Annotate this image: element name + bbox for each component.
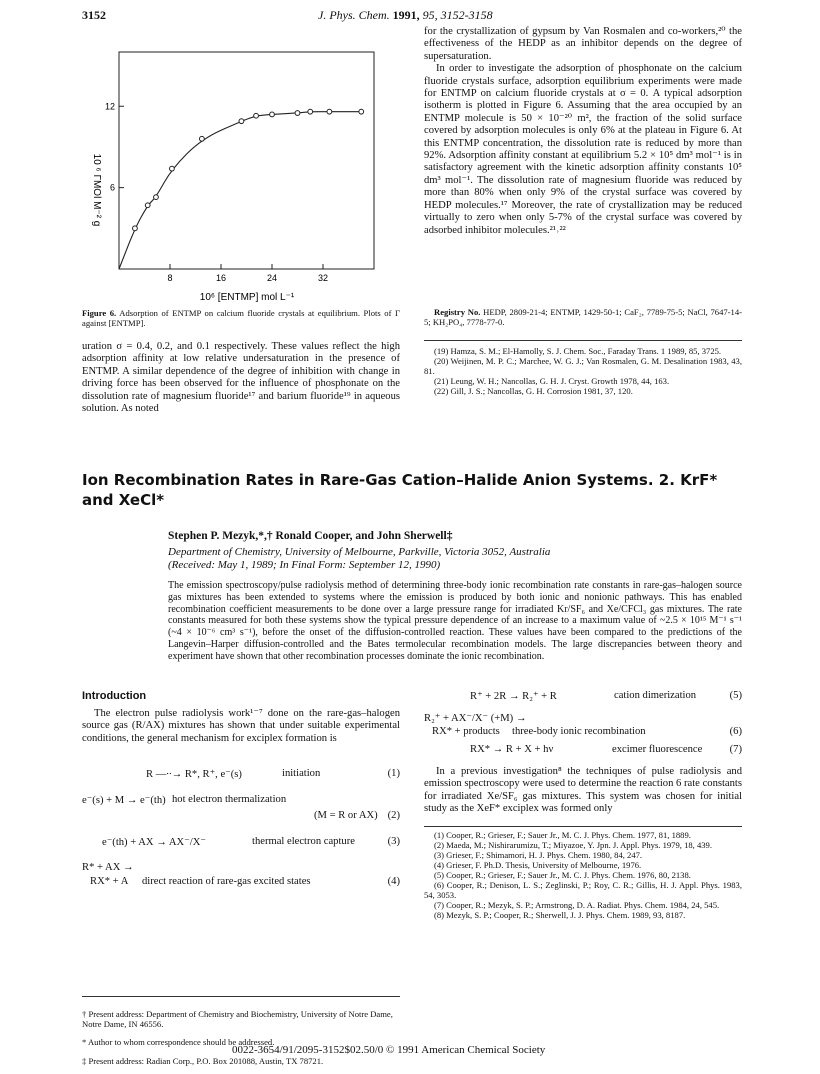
equation-number: (2) [387, 810, 400, 821]
data-point [327, 109, 332, 114]
authors: Stephen P. Mezyk,*,† Ronald Cooper, and John Sherwell‡ [168, 530, 453, 542]
equation-lhs: RX* + products [432, 726, 500, 737]
references-list-top [424, 346, 742, 396]
x-tick-label: 32 [317, 273, 329, 283]
journal-citation: 95, 3152-3158 [422, 8, 493, 22]
data-point [145, 203, 150, 208]
reference-item: (5) Cooper, R.; Grieser, F.; Sauer Jr., M. C. J. Phys. Chem. 1976, 80, 2138. [434, 870, 691, 880]
journal-name: J. Phys. Chem. [318, 8, 390, 22]
equation-description: initiation [282, 768, 321, 779]
equation-lhs: R₂⁺ + AX⁻/X⁻ (+M) → [424, 713, 527, 724]
data-point [133, 226, 138, 231]
data-point [154, 195, 159, 200]
right-column-text [424, 26, 742, 237]
equation-lhs: R* + AX → [82, 862, 134, 873]
equation-row [424, 726, 742, 744]
paragraph: In a previous investigation⁸ the techniques of pulse radiolysis and emission spectroscopy were used to determine the reaction 6 rate constants for irradiated Xe/SF₆ gas mixtures. This system was chosen for initial study as the XeF* exciplex was formed only [424, 766, 742, 815]
data-point [239, 119, 244, 124]
section-heading: Introduction [82, 690, 147, 702]
equation-lhs: R⁺ + 2R → R₂⁺ + R [470, 691, 557, 702]
article-title: Ion Recombination Rates in Rare-Gas Cation–Halide Anion Systems. 2. KrF* and XeCl* [82, 471, 718, 509]
reference-item: (1) Cooper, R.; Grieser, F.; Sauer Jr., M. C. J. Phys. Chem. 1977, 81, 1889. [434, 830, 691, 840]
y-tick-label: 6 [109, 182, 115, 193]
references-rule [424, 340, 742, 341]
journal-year: 1991, [392, 8, 420, 22]
adsorption-isotherm-chart [82, 30, 400, 305]
left-column-text [82, 341, 400, 415]
paragraph: uration σ = 0.4, 0.2, and 0.1 respectively. These values reflect the high adsorption affinity at low relative undersaturation in the presence of ENTMP. A similar dependence of the degree of inhibition with change in driving force has been observed for the influence of phosphonate on the dissolution rate of magnesium fluoride¹⁷ and barium fluoride¹⁹ in aqueous solution. As noted [82, 341, 400, 415]
equation-number: (7) [729, 744, 742, 755]
equation-row [82, 836, 400, 862]
references-rule-bottom [424, 826, 742, 827]
equation-lhs: RX* + A [90, 876, 129, 887]
reference-item: (7) Cooper, R.; Mezyk, S. P.; Armstrong, D. A. Radiat. Phys. Chem. 1984, 24, 545. [434, 900, 720, 910]
equation-number: (3) [387, 836, 400, 847]
reference-item: (2) Maeda, M.; Nishirarumizu, T.; Miyazoe, Y. Jpn. J. Appl. Phys. 1979, 18, 439. [434, 840, 713, 850]
running-header [318, 8, 493, 23]
registry-label: Registry No. [434, 307, 481, 317]
equation-row [424, 690, 742, 712]
equation-description: excimer fluorescence [612, 744, 703, 755]
reference-item: ‡ Present address: Radian Corp., P.O. Box 201088, Austin, TX 78721. [82, 1055, 324, 1066]
right-intro-text [424, 766, 742, 816]
reference-item: (21) Leung, W. H.; Nancollas, G. H. J. Cryst. Growth 1978, 44, 163. [434, 376, 670, 386]
equation-description: direct reaction of rare-gas excited states [142, 876, 311, 887]
reference-item: (20) Weijinen, M. P. C.; Marchee, W. G. J.; Van Rosmalen, G. M. Desalination 1983, 43, 81. [424, 356, 742, 376]
equations-right [424, 690, 742, 766]
data-point [295, 111, 300, 116]
footnote-rule [82, 996, 400, 997]
equation-number: (4) [387, 876, 400, 887]
footnotes [82, 1000, 400, 1074]
equation-lhs: R —∙∙→ R*, R⁺, e⁻(s) [146, 769, 242, 780]
equation-lhs: RX* → R + X + hν [470, 744, 554, 755]
affiliation-block [168, 546, 550, 572]
equation-description: hot electron thermalization [172, 794, 287, 805]
x-tick-label: 24 [266, 273, 278, 283]
data-point [308, 109, 313, 114]
x-axis-label: 10⁶ [ENTMP] mol L⁻¹ [199, 292, 295, 303]
equation-number: (5) [729, 690, 742, 701]
reference-item: (22) Gill, J. S.; Nancollas, G. H. Corrosion 1981, 37, 120. [434, 386, 633, 396]
received-dates: (Received: May 1, 1989; In Final Form: September 12, 1990) [168, 559, 441, 571]
equation-row [82, 810, 400, 836]
reference-item: (8) Mezyk, S. P.; Cooper, R.; Sherwell, J. J. Phys. Chem. 1989, 93, 8187. [434, 910, 686, 920]
equation-number: (1) [387, 768, 400, 779]
plot-frame [119, 52, 374, 269]
reference-item: (4) Grieser, F. Ph.D. Thesis, University of Melbourne, 1976. [434, 860, 642, 870]
figure-caption-label: Figure 6. [82, 308, 117, 318]
reference-item: * Author to whom correspondence should be addressed. [82, 1037, 275, 1048]
equation-row [82, 862, 400, 876]
equation-number: (6) [729, 726, 742, 737]
paragraph: The electron pulse radiolysis work¹⁻⁷ done on the rare-gas–halogen source gas (R/AX) mixtures has shown that under suitable experimental conditions, the general mechanism for exciplex formation is [82, 708, 400, 744]
reference-item: † Present address: Department of Chemistry and Biochemistry, University of Notre Dame, Notre Dame, IN 46556. [82, 1008, 393, 1029]
reference-item: (3) Grieser, F.; Shimamori, H. J. Phys. Chem. 1980, 84, 247. [434, 850, 643, 860]
isotherm-curve [119, 112, 361, 269]
figure-caption [82, 308, 400, 328]
registry-text: HEDP, 2809-21-4; ENTMP, 1429-50-1; CaF₂, 7789-75-5; NaCl, 7647-14-5; KH₂PO₄, 7778-77-0. [424, 307, 743, 327]
affiliation: Department of Chemistry, University of Melbourne, Parkville, Victoria 3052, Australia [168, 546, 551, 558]
equation-lhs: e⁻(s) + M → e⁻(th) [82, 795, 166, 806]
reference-item: (6) Cooper, R.; Denison, L. S.; Zeglinski, P.; Roy, C. R.; Gillis, H. J. Appl. Phys. 1983, 54, 3053. [424, 880, 742, 900]
equation-description: (M = R or AX) [314, 810, 378, 821]
x-tick-label: 8 [167, 273, 173, 283]
y-axis-label: 10 ⁶ ΓMOl M⁻² g [91, 153, 102, 227]
equation-description: cation dimerization [614, 690, 697, 701]
equation-row [82, 876, 400, 896]
references-list-bottom [424, 830, 742, 920]
equation-description: three-body ionic recombination [512, 726, 646, 737]
data-point [170, 166, 175, 171]
paragraph: for the crystallization of gypsum by Van Rosmalen and co-workers,²⁰ the effectiveness of the HEDP as an inhibitor depends on the degree of supersaturation. [424, 26, 742, 62]
paragraph: In order to investigate the adsorption of phosphonate on the calcium fluoride crystals surface, adsorption equilibrium experiments were made for ENTMP on calcium fluoride crystals at σ = 0. A typical adsorption isotherm is plotted in Figure 6. Assuming that the area occupied by an ENTMP molecule is 50 × 10⁻²⁰ m², the fraction of the solid surface covered by adsorption molecules is only 6% at the plateau in Figure 6. At this ENTMP concentration, the dissolution rate is reduced by more than 92%. Adsorption affinity constant at equilibrium 5.2 × 10⁵ dm³ mol⁻¹ is in satisfactory agreement with the kinetic adsorption affinity constants 10⁵ dm³ mol⁻¹. The dissolution rate of magnesium fluoride was reduced by more than 80% when only 9% of the crystal surface was covered by HEDP molecules.¹⁷ Moreover, the rate of crystallization may be reduced virtually to zero when only 5-7% of the crystal surface was covered by adsorbed inhibitor molecules.²¹˒²² [424, 63, 742, 236]
intro-text [82, 708, 400, 745]
equation-row [424, 744, 742, 766]
figure-caption-text: Adsorption of ENTMP on calcium fluoride crystals at equilibrium. Plots of Γ against [ENTMP]. [82, 308, 400, 328]
equation-description: thermal electron capture [252, 836, 355, 847]
data-point [199, 136, 204, 141]
page-number: 3152 [82, 8, 106, 22]
registry-numbers [424, 307, 742, 327]
x-tick-label: 16 [215, 273, 227, 283]
copyright-footer: 0022-3654/91/2095-3152$02.50/0 © 1991 American Chemical Society [232, 1044, 546, 1056]
equations-left [82, 768, 400, 896]
equation-row [424, 712, 742, 726]
figure-6 [82, 30, 400, 305]
data-point [359, 109, 364, 114]
equation-row [82, 768, 400, 794]
y-tick-label: 12 [104, 101, 115, 112]
reference-item: (19) Hamza, S. M.; El-Hamolly, S. J. Chem. Soc., Faraday Trans. 1 1989, 85, 3725. [434, 346, 722, 356]
abstract: The emission spectroscopy/pulse radiolysis method of determining three-body ionic recombination rate constants in rare-gas–halogen source gas mixtures has been extended to systems where the emission is produced by both ionic and nonionic pathways. This has enabled recombination coefficient measurements to be done over a large pressure range for irradiated Kr/SF₆ and Xe/CFCl₃ gas mixtures. The rate constants measured for both these systems show the typical pressure dependence of an increase to a maximum value of ~2.5 × 10¹⁵ M⁻¹ s⁻¹ (~4 × 10⁻⁶ cm³ s⁻¹), before the onset of the diffusion-controlled reaction. These values have been compared to the predictions of the Langevin–Harper diffusion-controlled and the Bates termolecular recombination models. The large discrepancies between theory and experiment have shown that other recombination processes dominate the ionic recombination. [168, 580, 742, 662]
equation-row [82, 794, 400, 810]
data-point [270, 112, 275, 117]
equation-lhs: e⁻(th) + AX → AX⁻/X⁻ [102, 837, 206, 848]
data-point [254, 113, 259, 118]
